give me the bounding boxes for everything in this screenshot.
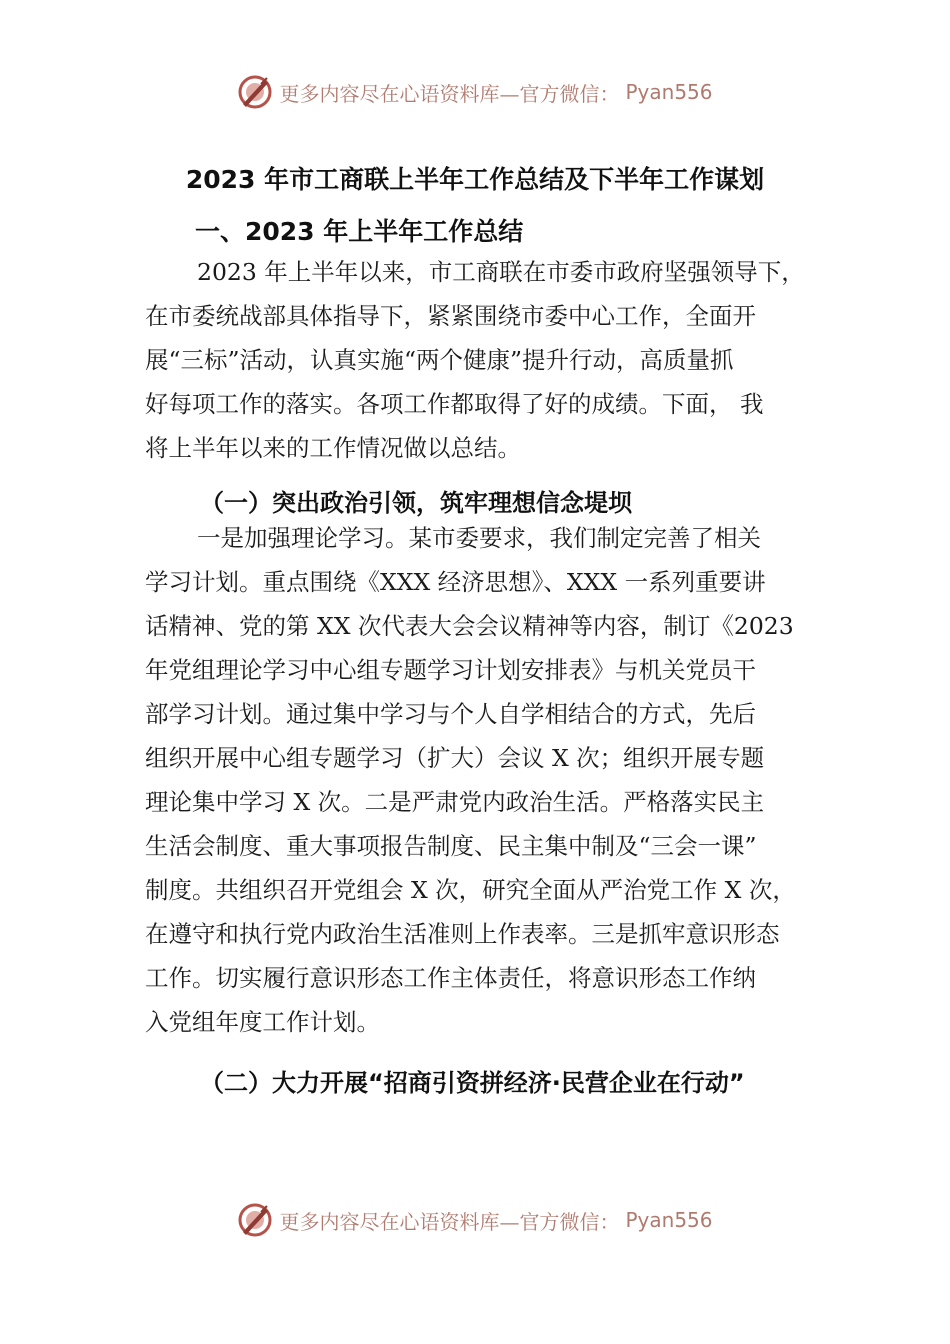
- paragraph-line: 组织开展中心组专题学习（扩大）会议 X 次；组织开展专题: [145, 744, 765, 772]
- paragraph-line: 年党组理论学习中心组专题学习计划安排表》与机关党员干: [145, 656, 756, 684]
- subsection-heading-1: （一）突出政治引领，筑牢理想信念堤坝: [200, 489, 632, 517]
- paragraph-line: 展“三标”活动，认真实施“两个健康”提升行动，高质量抓: [145, 346, 734, 374]
- paragraph-line: 学习计划。重点围绕《XXX 经济思想》、XXX 一系列重要讲: [145, 568, 766, 596]
- paragraph-line: 将上半年以来的工作情况做以总结。: [145, 434, 521, 462]
- banner-text: 更多内容尽在心语资料库—官方微信：: [279, 1209, 620, 1234]
- quill-seal-logo-icon: [237, 74, 273, 110]
- paragraph-line: 部学习计划。通过集中学习与个人自学相结合的方式，先后: [145, 700, 756, 728]
- banner-wechat-id: Pyan556: [625, 1208, 713, 1232]
- subsection-heading-2: （二）大力开展“招商引资拼经济·民营企业在行动”: [200, 1069, 745, 1097]
- paragraph-line: 制度。共组织召开党组会 X 次，研究全面从严治党工作 X 次，: [145, 876, 796, 904]
- header-banner: [0, 72, 950, 112]
- section-1-paragraph: [145, 516, 835, 1044]
- paragraph-line: 入党组年度工作计划。: [145, 1008, 380, 1036]
- paragraph-line: 一是加强理论学习。某市委要求，我们制定完善了相关: [197, 524, 761, 552]
- paragraph-line: 在市委统战部具体指导下，紧紧围绕市委中心工作，全面开: [145, 302, 756, 330]
- intro-paragraph: [145, 250, 835, 470]
- banner-wechat-id: Pyan556: [625, 80, 713, 104]
- paragraph-line: 话精神、党的第 XX 次代表大会会议精神等内容，制订《2023: [145, 612, 794, 640]
- section-heading-1: 一、2023 年上半年工作总结: [195, 217, 524, 246]
- paragraph-line: 生活会制度、重大事项报告制度、民主集中制及“三会一课”: [145, 832, 757, 860]
- paragraph-line: 2023 年上半年以来，市工商联在市委市政府坚强领导下，: [197, 258, 805, 286]
- banner-text: 更多内容尽在心语资料库—官方微信：: [279, 81, 620, 106]
- footer-banner: [0, 1200, 950, 1240]
- paragraph-line: 在遵守和执行党内政治生活准则上作表率。三是抓牢意识形态: [145, 920, 780, 948]
- paragraph-line: 工作。切实履行意识形态工作主体责任，将意识形态工作纳: [145, 964, 756, 992]
- paragraph-line: 理论集中学习 X 次。二是严肃党内政治生活。严格落实民主: [145, 788, 765, 816]
- quill-seal-logo-icon: [237, 1202, 273, 1238]
- paragraph-line: 好每项工作的落实。各项工作都取得了好的成绩。下面， 我: [145, 390, 764, 418]
- document-title: 2023 年市工商联上半年工作总结及下半年工作谋划: [185, 165, 765, 194]
